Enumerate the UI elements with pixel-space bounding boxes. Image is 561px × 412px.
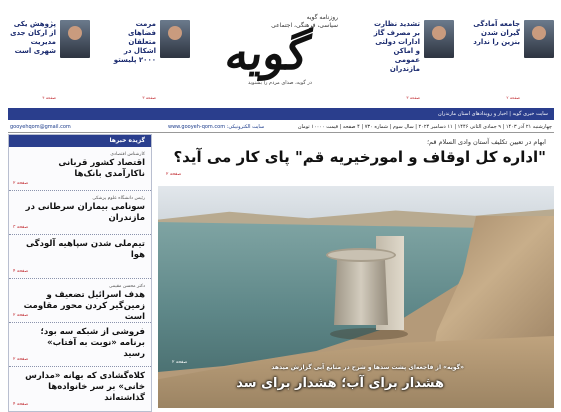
teaser-3[interactable] [108, 20, 190, 102]
teaser-page: صفحه ۳ [406, 95, 420, 100]
teaser-4[interactable] [8, 20, 90, 102]
masthead [8, 4, 554, 108]
sidebar-heading: گزیده خبرها [9, 135, 151, 147]
teaser-title: پژوهش یکی از ارکان جدی مدیریت شهری است [10, 20, 56, 55]
item-headline: سونامی بیماران سرطانی در مازندران [25, 202, 145, 223]
teaser-photo [524, 20, 554, 58]
lead-kicker: ابهام در تعیین تکلیف آستان وادی السلام قم؛ [426, 138, 546, 146]
item-headline: تیم‌ملی شدن سپاهیه آلودگی هوا [26, 239, 145, 260]
lead-page-ref: صفحه ۲ [166, 172, 182, 177]
item-page: صفحه ۴ [13, 402, 29, 407]
item-page: صفحه ۳ [13, 225, 29, 230]
item-headline: کلاه‌گشادی که بهانه «مدارس خانی» بر سر خانواده‌ها گذاشته‌اند [25, 371, 145, 403]
logo-block [220, 12, 340, 96]
dam-photo[interactable] [158, 186, 554, 408]
photo-headline[interactable]: هشدار برای آب؛ هشدار برای سد [236, 376, 444, 391]
item-page: صفحه ۴ [13, 269, 29, 274]
sidebar-item[interactable] [9, 147, 151, 191]
lead-headline[interactable]: "اداره کل اوقاف و امورخیریه قم" پای کار می آید؟ [173, 148, 546, 166]
item-page: صفحه ۲ [13, 357, 29, 362]
website-link[interactable]: سایت الکترونیکی: www.gooyeh-qom.com [168, 124, 265, 130]
item-headline: اقتصاد کشور قربانی ناکارآمدی بانک‌ها [58, 158, 145, 179]
item-page: صفحه ۲ [13, 313, 29, 318]
tower-rim [326, 248, 396, 262]
lead-story [158, 134, 554, 412]
item-kicker: دکتر محسن مقیمی [109, 284, 145, 289]
tower-body [334, 255, 388, 325]
sidebar-item[interactable] [9, 279, 151, 323]
sidebar-item[interactable] [9, 323, 151, 367]
teaser-title: تشدید نظارت بر مصرف گاز ادارات دولتی و اماکن عمومی مازندران [373, 20, 420, 73]
sidebar-item[interactable] [9, 191, 151, 235]
photo-kicker: «گویه» از فاجعه‌ای پشت سدها و شرح در منابع آبی گزارش میدهد [271, 364, 464, 371]
tagline-line-1: روزنامه گویه [306, 14, 338, 21]
item-kicker: کارشناس اقتصادی [110, 152, 145, 157]
teaser-photo [160, 20, 190, 58]
sidebar-item[interactable] [9, 235, 151, 279]
item-page: صفحه ۲ [13, 181, 29, 186]
sidebar-item[interactable] [9, 367, 151, 411]
teaser-title: جامعه آمادگی گیران شدن بنزین را ندارد [473, 20, 520, 46]
date-bar [8, 121, 554, 133]
teaser-photo [60, 20, 90, 58]
teaser-title: مرمت فضاهای متعلقان اشکال در ۲۰۰۰ پلیستو [113, 20, 156, 64]
teaser-page: صفحه ۲ [506, 95, 520, 100]
teaser-page: صفحه ۳ [142, 95, 156, 100]
teaser-1[interactable] [472, 20, 554, 102]
item-headline: هدف اسرائیل تضعیف و زمین‌گیر کردن محور مقاومت است [23, 290, 145, 322]
tagline-line-2: سیاسی، فرهنگی، اجتماعی [271, 22, 338, 29]
email-link[interactable]: gooyehqom@gmail.com [10, 124, 71, 130]
item-headline: فروشی از شبکه سه بود؛ برنامه «نوبت به آفتاب» رسید [40, 327, 145, 359]
logo-caption: در گویه، صدای مردم را بشنوید [248, 80, 312, 86]
teaser-photo [424, 20, 454, 58]
news-sidebar [8, 134, 152, 412]
teaser-page: صفحه ۴ [42, 95, 56, 100]
intake-tower [326, 248, 396, 340]
issue-info: چهارشنبه ۲۱ آذر ۱۴۰۳ | ۹ جمادی الثانی ۱۴۴۶ | ۱۱ دسامبر ۲۰۲۴ | سال سوم | شماره ۷۳۰ | ۴ صفحه | قیمت ۱۰۰۰۰ تومان [297, 124, 552, 130]
teaser-2[interactable] [372, 20, 454, 102]
ribbon-bar: سایت خبری گویه | اخبار و رویدادهای استان مازندران [8, 108, 554, 120]
photo-page-ref: صفحه ۲ [172, 360, 188, 365]
newspaper-logo: گویه [222, 26, 313, 80]
item-kicker: رئیس دانشگاه علوم پزشکی [92, 196, 145, 201]
